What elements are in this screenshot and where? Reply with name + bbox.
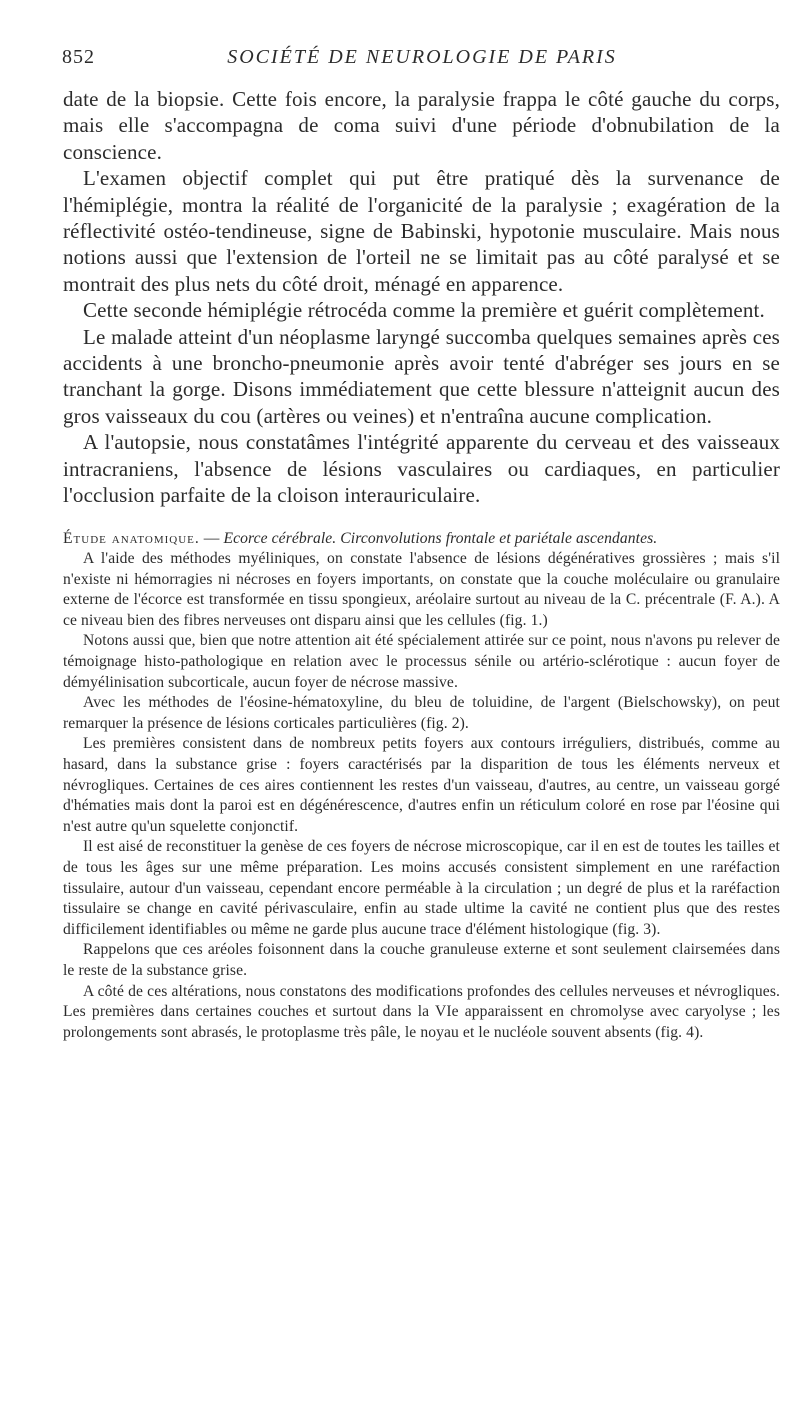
page-number: 852: [62, 46, 95, 68]
paragraph: Notons aussi que, bien que notre attention ait été spécialement attirée sur ce point, nous n'avons pu relever de témoignage histo-pathologique en relation avec le processus sénile ou artério-sclérotique : aucun foyer de démyélinisation subcorticale, aucun foyer de nécrose massive.: [63, 632, 780, 691]
paragraph: A l'aide des méthodes myéliniques, on constate l'absence de lésions dégénératives grossières ; mais s'il n'existe ni hémorragies ni nécroses en foyers importants, on constate que la couche moléculaire ou granulaire externe de l'écorce est transformée en tissu spongieux, aréolaire surtout au niveau de la C. précentrale (F. A.). A ce niveau bien des fibres nerveuses ont disparu ainsi que les cellules (fig. 1.): [63, 550, 780, 629]
section-subtitle: Ecorce cérébrale. Circonvolutions frontale et pariétale ascendantes.: [223, 529, 658, 547]
clinical-text: [63, 86, 780, 509]
article-body: [63, 86, 780, 1043]
running-title: SOCIÉTÉ DE NEUROLOGIE DE PARIS: [227, 46, 617, 68]
anatomical-study: [63, 529, 780, 1044]
page-header: [62, 40, 782, 70]
paragraph: Cette seconde hémiplégie rétrocéda comme la première et guérit complètement.: [83, 298, 765, 323]
paragraph: Il est aisé de reconstituer la genèse de ces foyers de nécrose microscopique, car il en est de toutes les tailles et de tous les âges sur une même préparation. Les moins accusés consistent simplement en une raréfaction tissulaire, autour d'un vaisseau, cependant encore perméable à la circulation ; un degré de plus et la raréfaction tissulaire se change en cavité périvasculaire, enfin au stade ultime la cavité ne contient plus que des restes difficilement identifiables ou même ne garde plus aucune trace d'élément histologique (fig. 3).: [63, 838, 780, 938]
section-title: Étude anatomique.: [63, 529, 200, 547]
paragraph: A côté de ces altérations, nous constatons des modifications profondes des cellules nerveuses et névrogliques. Les premières dans certaines couches et surtout dans la VIe apparaissent en chromolyse avec caryolyse ; les prolongements sont abrasés, le protoplasme très pâle, le noyau et le nucléole souvent absents (fig. 4).: [63, 982, 780, 1041]
section-heading: [63, 529, 780, 550]
paragraph: Le malade atteint d'un néoplasme laryngé succomba quelques semaines après ces accidents à une broncho-pneumonie après avoir tenté d'abréger ses jours en se tranchant la gorge. Disons immédiatement que cette blessure n'atteignit aucun des gros vaisseaux du cou (artères ou veines) et n'entraîna aucune complication.: [63, 324, 780, 428]
paragraph: L'examen objectif complet qui put être pratiqué dès la survenance de l'hémiplégie, montra la réalité de l'organicité de la paralysie ; exagération de la réflectivité ostéo-tendineuse, signe de Babinski, hypotonie musculaire. Mais nous notions aussi que l'extension de l'orteil ne se limitait pas au côté paralysé et se montrait des plus nets du côté droit, ménagé en apparence.: [63, 166, 780, 296]
paragraph: A l'autopsie, nous constatâmes l'intégrité apparente du cerveau et des vaisseaux intracraniens, l'absence de lésions vasculaires ou cardiaques, en particulier l'occlusion parfaite de la cloison interauriculaire.: [63, 430, 780, 508]
paragraph: Rappelons que ces aréoles foisonnent dans la couche granuleuse externe et sont seulement clairsemées dans le reste de la substance grise.: [63, 941, 780, 979]
paragraph: Avec les méthodes de l'éosine-hématoxyline, du bleu de toluidine, de l'argent (Bielschowsky), on peut remarquer la présence de lésions corticales particulières (fig. 2).: [63, 694, 780, 732]
section-dash: —: [199, 529, 224, 547]
paragraph: date de la biopsie. Cette fois encore, la paralysie frappa le côté gauche du corps, mais elle s'accompagna de coma suivi d'une période d'obnubilation de la conscience.: [63, 87, 780, 164]
paragraph: Les premières consistent dans de nombreux petits foyers aux contours irréguliers, distribués, comme au hasard, dans la substance grise : foyers caractérisés par la disparition de tous les éléments nerveux et névrogliques. Certaines de ces aires contiennent les restes d'un vaisseau, d'autres, au centre, un vaisseau gorgé d'hématies mais dont la paroi est en dégénérescence, d'autres enfin un réticulum coloré en rose par l'éosine qui n'est autre qu'un squelette conjonctif.: [63, 735, 780, 835]
